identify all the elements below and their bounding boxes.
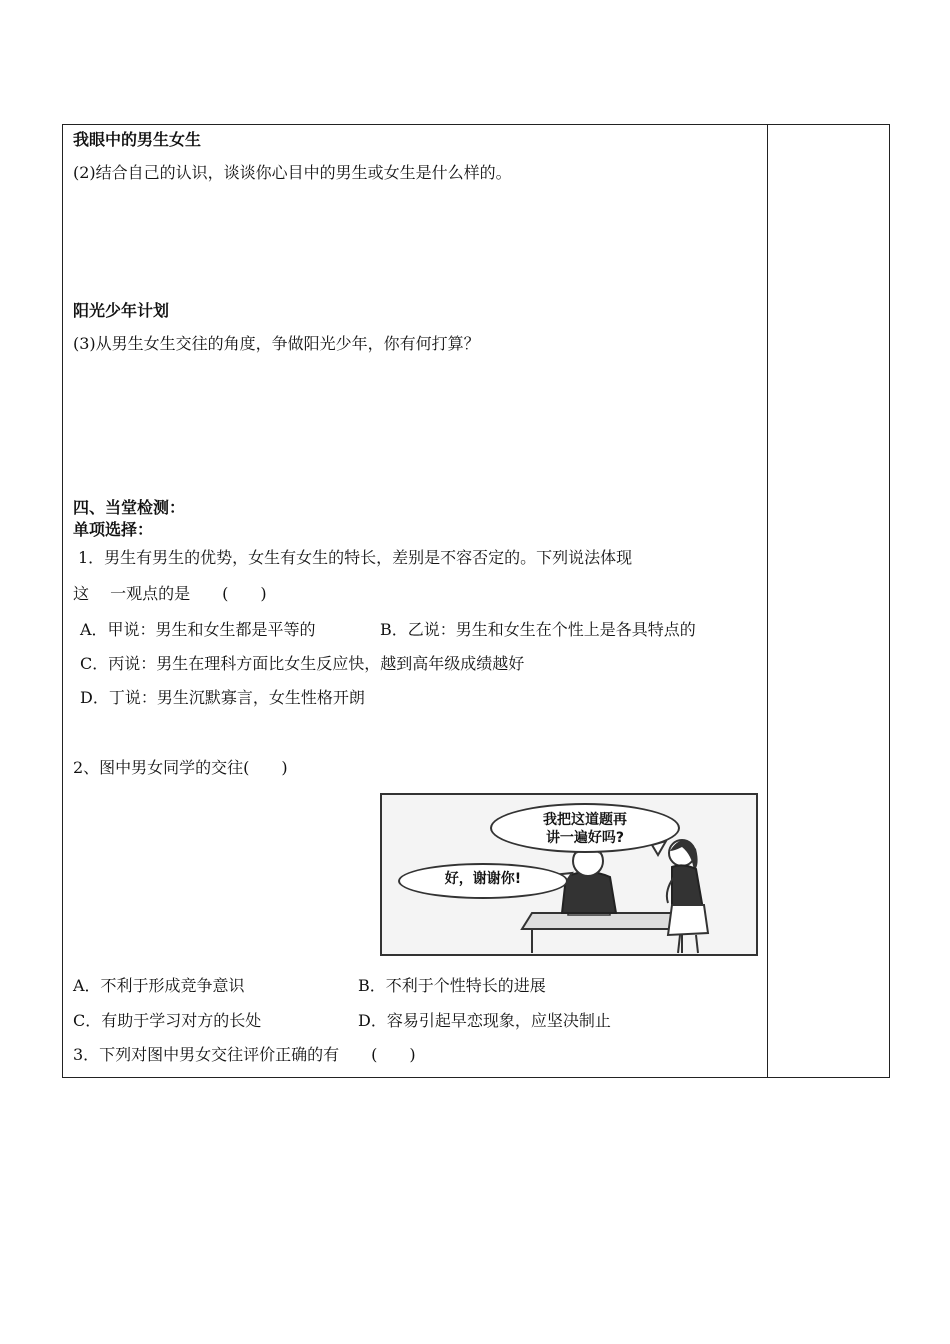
q2-option-c: C．有助于学习对方的长处 <box>73 1011 262 1030</box>
q1-stem-line1: 1．男生有男生的优势，女生有女生的特长，差别是不容否定的。下列说法体现 <box>78 548 633 567</box>
question-2-prompt: (2)结合自己的认识，谈谈你心目中的男生或女生是什么样的。 <box>73 163 512 182</box>
section-title-male-female: 我眼中的男生女生 <box>73 130 202 149</box>
q2-option-a: A．不利于形成竞争意识 <box>73 976 245 995</box>
section-four-title: 四、当堂检测： <box>73 498 186 517</box>
comic-illustration <box>380 793 758 956</box>
speech-bubble-boy: 好，谢谢你! <box>398 863 568 899</box>
speech-bubble-girl-line1: 我把这道题再 <box>543 812 627 828</box>
table-column-divider <box>767 124 768 1078</box>
speech-bubble-girl <box>490 803 680 853</box>
single-choice-title: 单项选择： <box>73 520 154 539</box>
q1-stem-line2: 这 一观点的是 ( ) <box>73 584 267 603</box>
q1-option-d: D．丁说：男生沉默寡言，女生性格开朗 <box>80 688 365 707</box>
q2-stem: 2、图中男女同学的交往( ) <box>73 758 288 777</box>
q1-option-a: A．甲说：男生和女生都是平等的 <box>80 620 316 639</box>
q2-option-b: B．不利于个性特长的进展 <box>358 976 546 995</box>
q2-option-d: D．容易引起早恋现象，应坚决制止 <box>358 1011 611 1030</box>
question-3-prompt: (3)从男生女生交往的角度，争做阳光少年，你有何打算？ <box>73 334 480 353</box>
q1-option-b: B．乙说：男生和女生在个性上是各具特点的 <box>380 620 696 639</box>
q3-stem: 3．下列对图中男女交往评价正确的有 ( ) <box>73 1045 416 1064</box>
q1-option-c: C．丙说：男生在理科方面比女生反应快，越到高年级成绩越好 <box>80 654 525 673</box>
section-title-sunshine: 阳光少年计划 <box>73 301 170 320</box>
speech-bubble-girl-line2: 讲一遍好吗? <box>545 830 625 846</box>
